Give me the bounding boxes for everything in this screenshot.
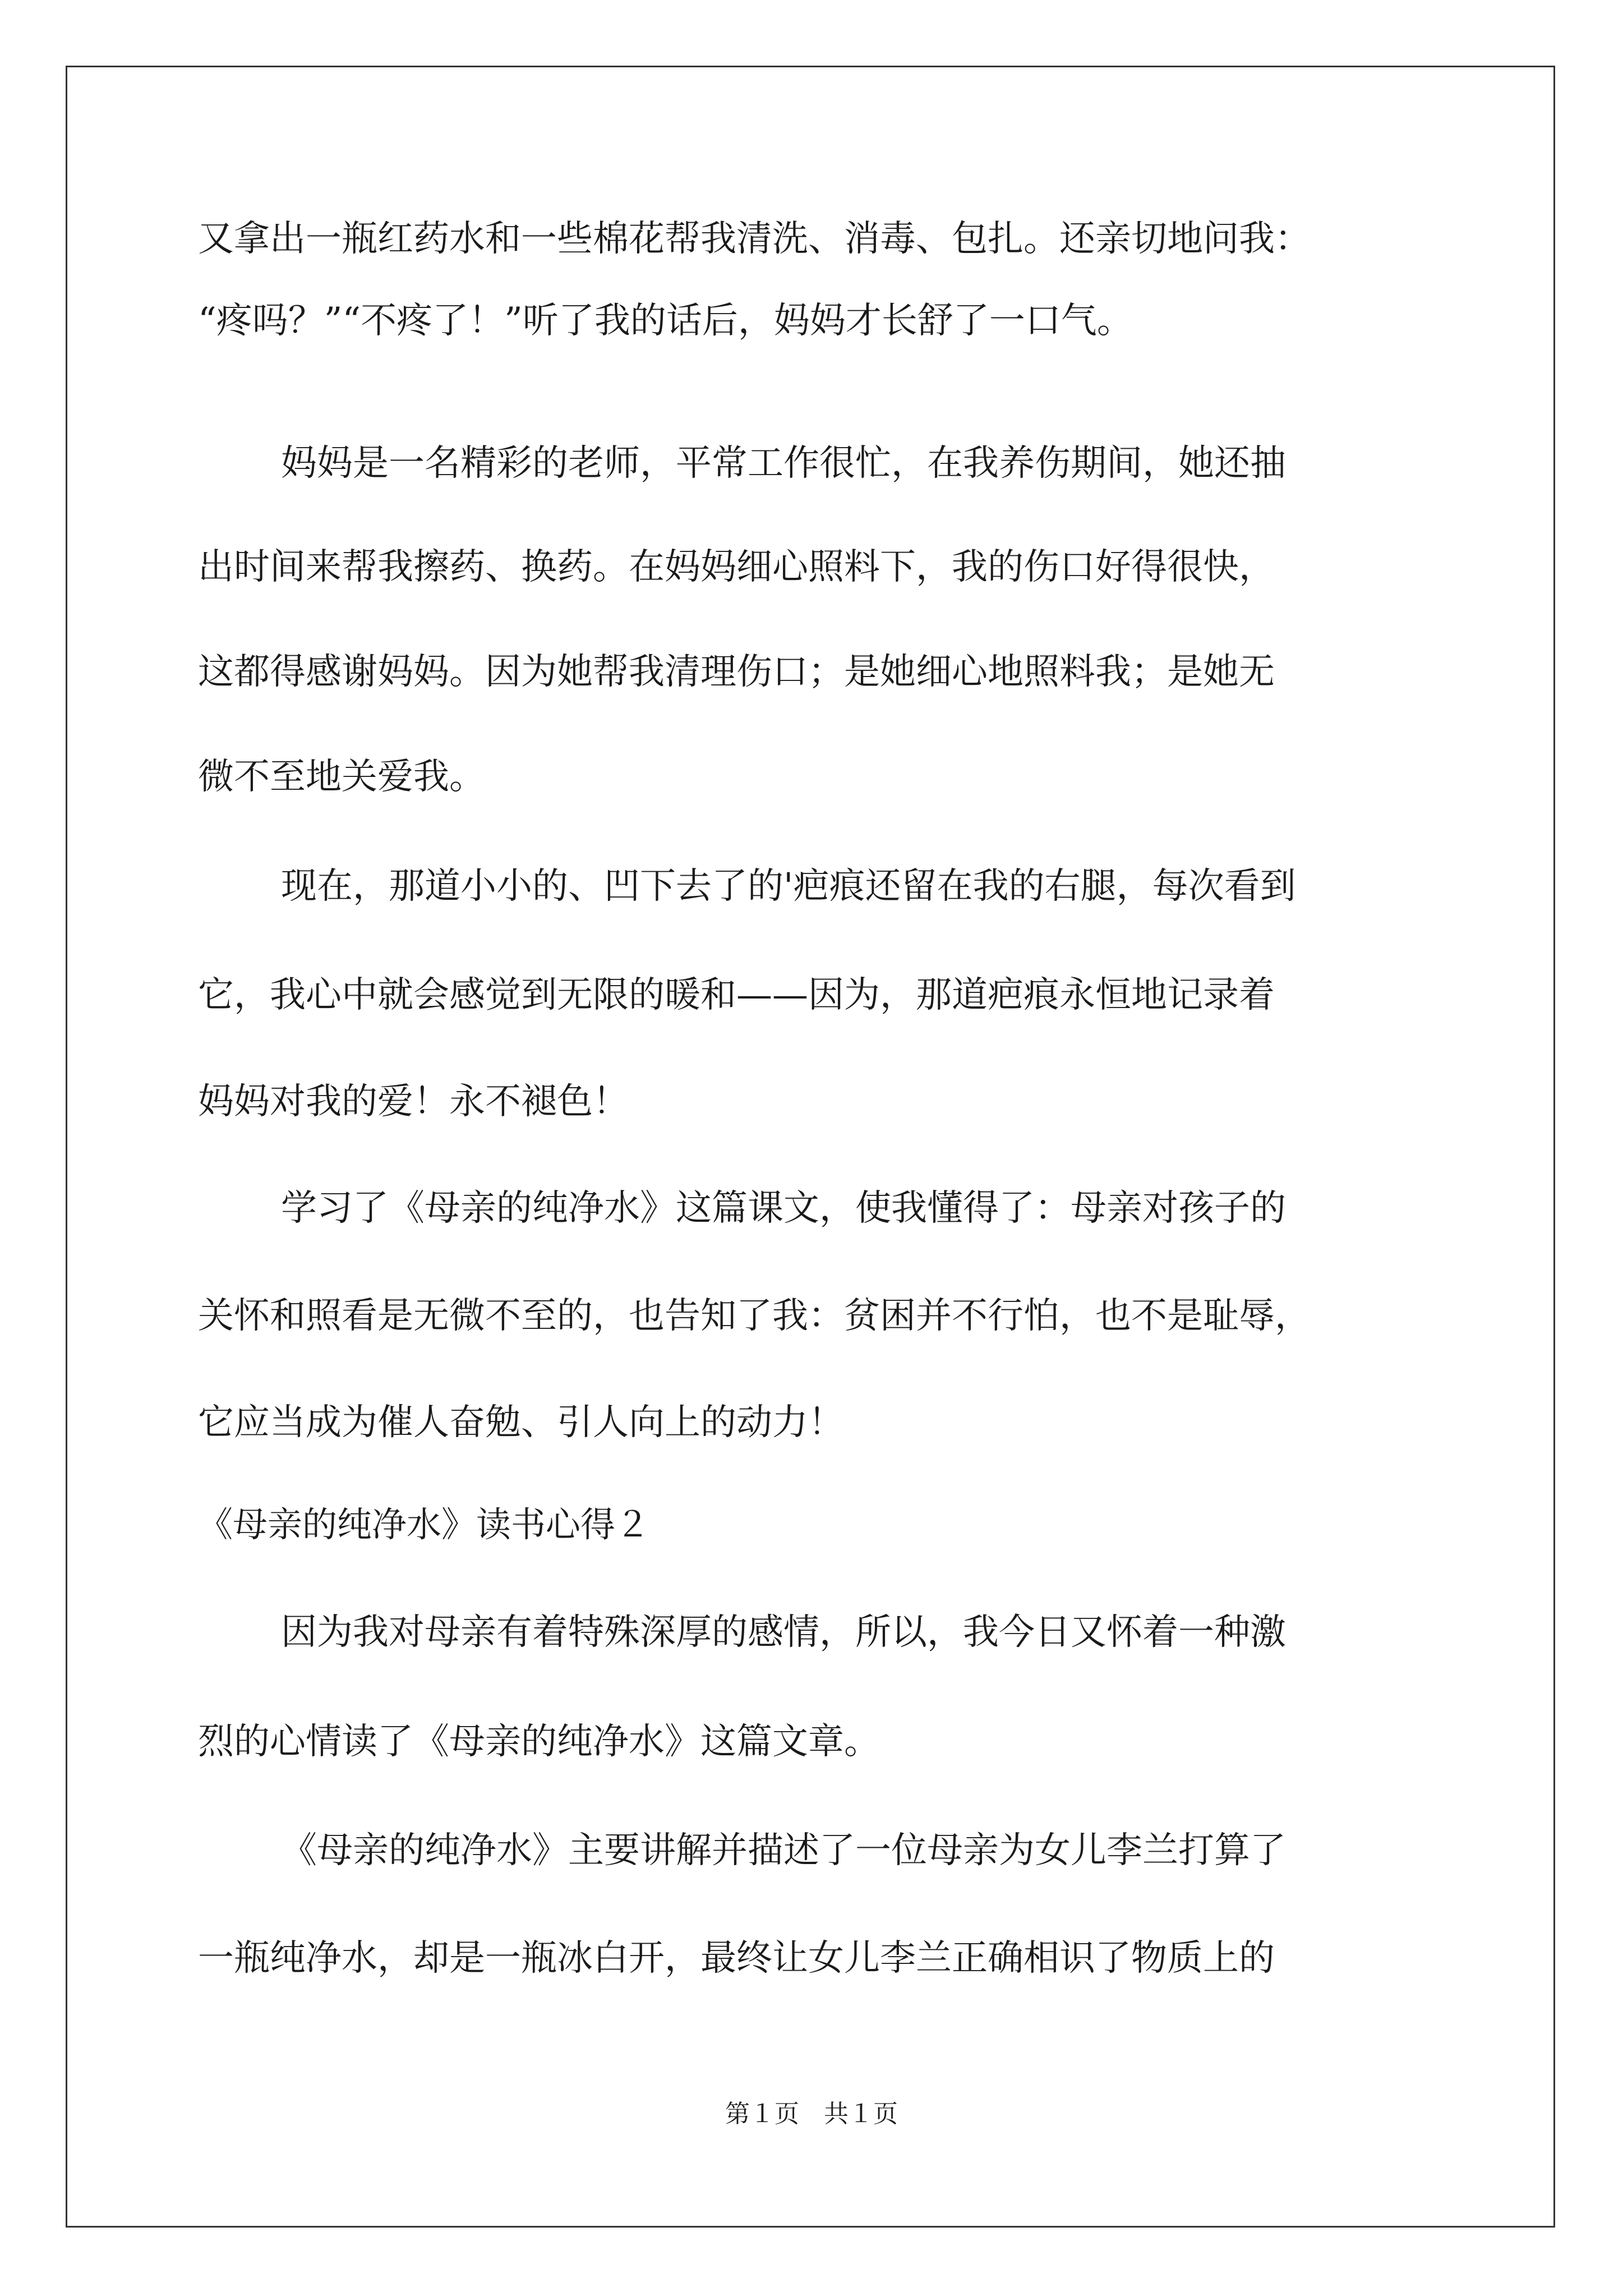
text-line: 它，我心中就会感觉到无限的暖和——因为，那道疤痕永恒地记录着 xyxy=(198,974,1275,1016)
text-line: 妈妈对我的爱！永不褪色！ xyxy=(198,1081,629,1122)
paragraph-start-line: 《母亲的纯净水》主要讲解并描述了一位母亲为女儿李兰打算了 xyxy=(281,1830,1286,1871)
text-line: 出时间来帮我擦药、换药。在妈妈细心照料下，我的伤口好得很快， xyxy=(198,546,1275,588)
text-line: 这都得感谢妈妈。因为她帮我清理伤口；是她细心地照料我；是她无 xyxy=(198,651,1275,693)
text-line: “疼吗？”“不疼了！”听了我的话后，妈妈才长舒了一口气。 xyxy=(198,300,1133,342)
paragraph-start-line: 因为我对母亲有着特殊深厚的感情，所以，我今日又怀着一种激 xyxy=(281,1612,1286,1653)
text-line: 它应当成为催人奋勉、引人向上的动力！ xyxy=(198,1402,844,1443)
page-number-footer: 第１页 共１页 xyxy=(725,2100,898,2128)
text-line: 又拿出一瓶红药水和一些棉花帮我清洗、消毒、包扎。还亲切地问我： xyxy=(198,218,1311,260)
section-heading: 《母亲的纯净水》读书心得２ xyxy=(198,1504,651,1545)
paragraph-start-line: 妈妈是一名精彩的老师，平常工作很忙，在我养伤期间，她还抽 xyxy=(281,443,1286,484)
page-border xyxy=(66,66,1555,2228)
text-line: 微不至地关爱我。 xyxy=(198,756,485,798)
text-line: 烈的心情读了《母亲的纯净水》这篇文章。 xyxy=(198,1721,880,1763)
text-line: 关怀和照看是无微不至的，也告知了我：贫困并不行怕，也不是耻辱， xyxy=(198,1295,1311,1337)
paragraph-start-line: 现在，那道小小的、凹下去了的'疤痕还留在我的右腿，每次看到 xyxy=(281,866,1296,907)
text-line: 一瓶纯净水，却是一瓶冰白开，最终让女儿李兰正确相识了物质上的 xyxy=(198,1938,1275,1979)
paragraph-start-line: 学习了《母亲的纯净水》这篇课文，使我懂得了：母亲对孩子的 xyxy=(281,1188,1286,1229)
